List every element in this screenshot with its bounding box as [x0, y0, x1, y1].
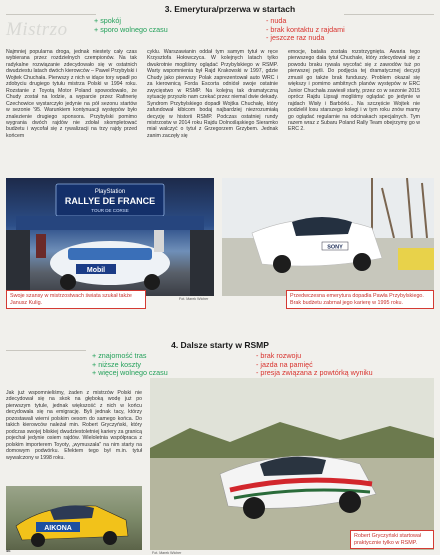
page-number: 46 [6, 548, 11, 553]
section-3-cons [266, 17, 345, 43]
car-wheel [243, 497, 265, 519]
photo-white-rally-car [222, 178, 434, 296]
spectator [36, 234, 46, 258]
car-wheel [31, 533, 45, 547]
article-column: Jak już wspomnieliśmy, żaden z mistrzów Polski nie zdecydował się na skok na głęboką wodę już po pierwszym tytule, jednak większość z nich w końcu decydowała się na emigrację. Byli jednak tacy, którzy pozostawali wierni polskim oesom do samego końca. Do takich kierowców należał min. Robert Gryczyński, który podczas swojej bliskiej dwudziestoletniej kariery za granicą pojechał jedynie osiem rajdów. Wieloletnia współpraca z polskim importerem Toyoty, „wymuszała" na nim starty na domowym podwórku. Efektem tego był m.in. tytuł wywalczony w 1998 roku. [6, 390, 142, 461]
sponsor-text: AIKONA [44, 525, 72, 532]
photo-rally-france [6, 178, 214, 296]
photo-caption: Swoje szansy w mistrzostwach świata szukał także Janusz Kulig. [6, 290, 146, 309]
section-4-pros [92, 352, 168, 378]
banner-event-text: RALLYE DE FRANCE [64, 196, 156, 206]
pro-item: + sporo wolnego czasu [94, 24, 168, 34]
car-wheel [273, 255, 291, 273]
car-wheel [103, 531, 117, 545]
article-column: Najmniej popularna droga, jednak niestety cały czas wybierana przez rozdzielnych czempionów. Na tak radykalne rozwiązanie zdecydowało się w ostatnich dwudziestu latach dwóch kierowców – Paweł Przybylski i Wojtek Chuchała. Pierwszy z nich w idące tory wpadł po zdobyciu drugiego tytułu mistrza Polski w 1994 roku. Rozstanie z Toyotą Motor Poland spowodowało, że Chudy został na lodzie, a wyparcie przez Rafinerię Czechowice wystarczyło jedynie na pół sezonu startów w sezonie '95. Warunkiem kontynuacji występów było znalezienie drugiego sponsora. Przybylski pomimo wygrania dwóch rajdów nie zdołał skompletować budżetu i wycofał się z rywalizacji na trzy rajdy przed końcem [6, 49, 137, 139]
photo-caption: Przedwczesna emerytura dopadła Pawła Przybylskiego. Brak budżetu zabrnał jego karierę w 1995 roku. [286, 290, 434, 309]
photo-aikona-car [6, 486, 142, 550]
con-item: - brak rozwoju [256, 351, 302, 360]
con-item: - jeszcze raz nuda [266, 33, 325, 43]
background-watermark: Mistrzo [6, 19, 68, 40]
photo-toyota-celica-art [150, 378, 434, 550]
divider [6, 14, 96, 15]
section-4-cons [256, 352, 373, 378]
spectator [154, 230, 164, 252]
podium-side [6, 230, 30, 296]
banner-brand-text: PlayStation [94, 189, 126, 195]
pro-item: + niższe koszty [92, 359, 141, 369]
car-wheel [353, 253, 371, 271]
podium-side [190, 230, 214, 296]
pro-item: + więcej wolnego czasu [92, 368, 168, 378]
yellow-car [398, 248, 434, 270]
photo-rally-france-art [6, 178, 214, 296]
sponsor-text: SONY [327, 244, 343, 251]
photo-white-rally-car-art [222, 178, 434, 296]
con-item: - nuda [266, 16, 287, 25]
article-column: emocje, batalia została rozstrzygnięta. Awaria tego pierwszego dała tytuł Chuchale, który zdecydował się z powodu braku rywala wycofać się z zawodów tuż po pierwszej pętli. Do podjęcia tej dramatycznej decyzji zmusił go także brak funduszy. Problem okazał się większy i pomimo ambitnych planów występów w ERC Junior Chuchała zawiesił starty, przez co w sezonie 2015 oprócz Rajdu Lipsąji mogliśmy oglądać go jedynie w rajdach Wisły i Barbórki... Na szczęście Wojtek nie podzielił losu starszego kolegi i w tym roku znów mamy go oglądać regularnie na odcinakach specjalnych. Tym razem wraz z Subaru Poland Rally Team obejrzymy go w ERC 2. [288, 49, 420, 133]
section-3-pros [94, 17, 168, 34]
section-4-title: 4. Dalsze starty w RSMP [171, 340, 269, 350]
photo-credit: Fot. Marek Wicher [152, 551, 182, 555]
car-window [50, 505, 94, 520]
pro-item: + znajomość tras [92, 351, 147, 360]
car-window [292, 217, 352, 236]
pro-item: + spokój [94, 16, 121, 25]
car-windscreen [68, 248, 152, 260]
divider [344, 14, 434, 15]
con-item: - presja związana z powtórką wyniku [256, 368, 373, 378]
photo-caption: Robert Gryczyński startował praktycznie tylko w RSMP. [350, 530, 434, 549]
car-wheel [339, 491, 361, 513]
photo-credit: Fot. Marek Wicher [179, 297, 209, 301]
con-item: - brak kontaktu z rajdami [266, 24, 345, 34]
divider [6, 350, 86, 351]
banner-sub-text: TOUR DE CORSE [91, 208, 129, 213]
car-wheel [144, 274, 160, 290]
photo-aikona-car-art [6, 486, 142, 550]
sponsor-text: Mobil [86, 267, 106, 274]
car-wheel [60, 274, 76, 290]
article-column: cyklu. Warszawianin oddał tym samym tytuł w ręce Krzysztofa Hołowczyca. W kolejnych latach tylko dwukrotnie mogliśmy oglądać Przybylskiego w RSMP. Warty wspomnienia był Rajd Krakowski w 1997, gdzie Chudy jako pierwszy Polak zaprezentował auto WRC i za kierownicą Forda Escorta odniósł swoje ostatnie zwycięstwo w RSMP. Na kolejną tak dramatyczną sytuację przyszło nam czekać przez niemal dwie dekady. Syndrom Przybylskiego dopadł Wojtka Chuchałę, który zafundował kibicom bodaj najbardziej niezrozumiałą decyzję w historii RSMP. Podczas ostatniej rundy mistrzostw w 2014 roku Rajdu Dolnośląskiego Sieramko miał walczyć o tytuł z Grzegorzem Grzybem. Jednak zanim zaczęły się [147, 49, 278, 139]
photo-toyota-celica [150, 378, 434, 550]
podium-frame [16, 216, 204, 230]
con-item: - jazda na pamięć [256, 359, 313, 369]
section-3-title: 3. Emerytura/przerwa w startach [164, 4, 296, 14]
